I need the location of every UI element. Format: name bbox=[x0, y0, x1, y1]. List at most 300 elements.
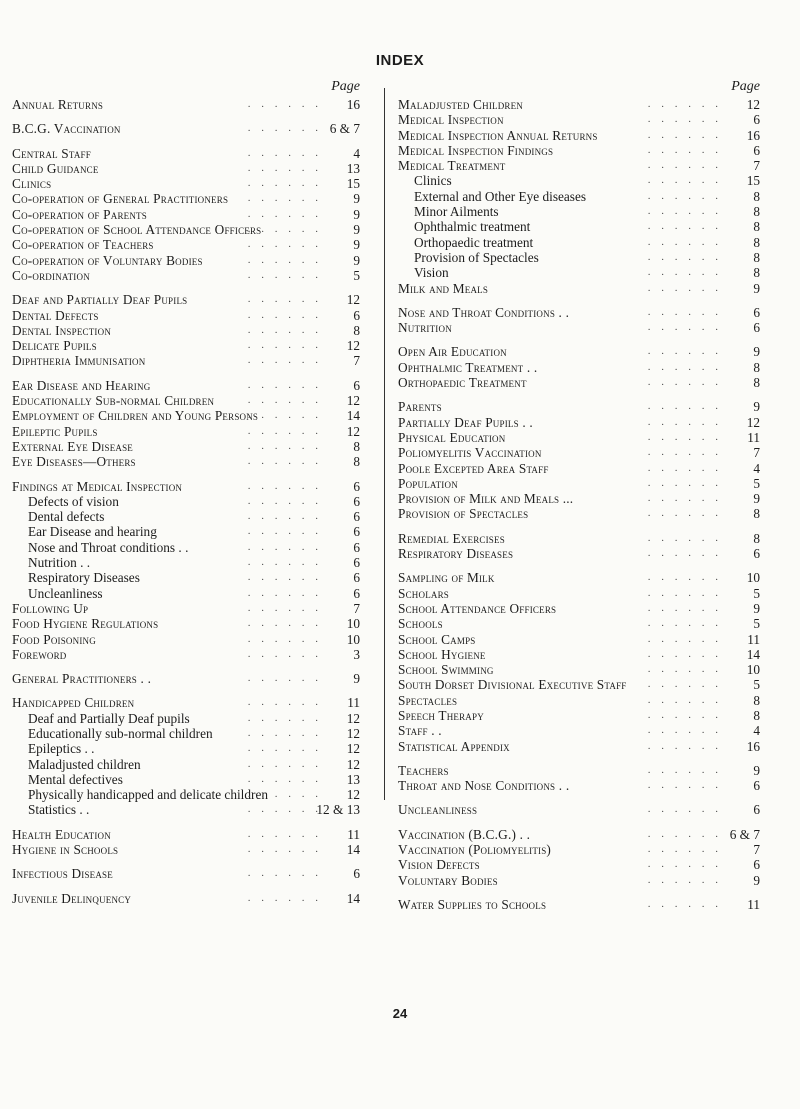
index-entry bbox=[398, 842, 760, 857]
index-entry-page: 7 bbox=[353, 353, 360, 369]
index-entry-page: 14 bbox=[346, 842, 360, 858]
leader-dots: . . . . . . bbox=[247, 308, 322, 321]
index-entry bbox=[398, 344, 760, 359]
index-entry-label: Scholars bbox=[398, 585, 450, 601]
page-number: 24 bbox=[392, 1006, 408, 1021]
index-entry bbox=[12, 695, 360, 710]
index-entry-label: Hygiene in Schools bbox=[12, 842, 119, 858]
leader-dots: . . . . . . bbox=[247, 122, 322, 135]
index-entry-label: Educationally Sub-normal Children bbox=[12, 393, 215, 409]
leader-dots: . . . . . . bbox=[647, 430, 722, 443]
index-entry-page: 6 bbox=[353, 509, 360, 525]
index-entry bbox=[398, 281, 760, 296]
page-column-header: Page bbox=[731, 79, 760, 94]
leader-dots: . . . . . . bbox=[647, 415, 722, 428]
leader-dots: . . . . . . bbox=[247, 177, 322, 190]
index-entry-label: Co-operation of Voluntary Bodies bbox=[12, 252, 203, 268]
leader-dots: . . . . . . bbox=[247, 238, 322, 251]
index-entry-page: 16 bbox=[346, 97, 360, 112]
index-entry bbox=[398, 778, 760, 793]
index-entry-label: Poliomyelitis Vaccination bbox=[398, 445, 542, 461]
leader-dots: . . . . . . bbox=[647, 678, 722, 691]
index-entry-page: 8 bbox=[353, 454, 360, 470]
index-entry-label: Speech Therapy bbox=[398, 707, 484, 723]
leader-dots: . . . . . . bbox=[247, 726, 322, 739]
index-entry-page: 6 bbox=[353, 585, 360, 601]
index-entry bbox=[398, 491, 760, 506]
index-entry bbox=[12, 772, 360, 787]
index-entry-label: Diphtheria Immunisation bbox=[12, 353, 146, 369]
index-entry-label: Epileptic Pupils bbox=[12, 423, 98, 439]
index-entry bbox=[398, 305, 760, 320]
leader-dots: . . . . . . bbox=[247, 803, 322, 816]
leader-dots: . . . . . . bbox=[247, 223, 322, 236]
index-entry bbox=[12, 757, 360, 772]
index-entry-label: Physical Education bbox=[398, 429, 506, 445]
index-entry-label: Uncleanliness bbox=[28, 585, 103, 601]
leader-dots: . . . . . . bbox=[647, 693, 722, 706]
index-entry bbox=[398, 616, 760, 631]
index-entry bbox=[398, 632, 760, 647]
index-entry-label: Vaccination (B.C.G.) . . bbox=[398, 826, 531, 842]
index-entry-label: Epileptics . . bbox=[28, 741, 95, 757]
index-entry bbox=[12, 424, 360, 439]
leader-dots: . . . . . . bbox=[647, 305, 722, 318]
leader-dots: . . . . . . bbox=[647, 461, 722, 474]
index-entry-label: Nose and Throat conditions . . bbox=[28, 539, 189, 555]
leader-dots: . . . . . . bbox=[647, 205, 722, 218]
index-entry-page: 6 bbox=[753, 546, 760, 562]
index-entry bbox=[398, 873, 760, 888]
leader-dots: . . . . . . bbox=[247, 207, 322, 220]
index-entry-page: 12 bbox=[346, 338, 360, 354]
index-entry-page: 7 bbox=[353, 600, 360, 616]
index-entry-page: 9 bbox=[753, 399, 760, 415]
leader-dots: . . . . . . bbox=[247, 617, 322, 630]
index-entry-label: School Camps bbox=[398, 631, 476, 647]
index-entry-label: Medical Inspection Annual Returns bbox=[398, 127, 598, 143]
index-entry bbox=[398, 802, 760, 817]
leader-dots: . . . . . . bbox=[647, 492, 722, 505]
index-entry-page: 13 bbox=[346, 771, 360, 787]
index-entry bbox=[12, 711, 360, 726]
index-entry-label: Provision of Spectacles bbox=[414, 249, 539, 265]
leader-dots: . . . . . . bbox=[247, 632, 322, 645]
index-entry bbox=[12, 540, 360, 555]
leader-dots: . . . . . . bbox=[647, 174, 722, 187]
index-entry-label: School Attendance Officers bbox=[398, 600, 557, 616]
leader-dots: . . . . . . bbox=[647, 647, 722, 660]
column-divider bbox=[384, 88, 385, 800]
index-entry-page: 11 bbox=[747, 896, 760, 912]
index-entry-label: Co-operation of Parents bbox=[12, 206, 147, 222]
index-entry-label: Infectious Disease bbox=[12, 866, 113, 882]
index-entry bbox=[12, 586, 360, 601]
index-entry-label: External and Other Eye diseases bbox=[414, 188, 587, 204]
leader-dots: . . . . . . bbox=[647, 708, 722, 721]
index-entry bbox=[12, 323, 360, 338]
index-entry-label: Orthopaedic treatment bbox=[414, 234, 534, 250]
leader-dots: . . . . . . bbox=[247, 711, 322, 724]
index-entry-label: Delicate Pupils bbox=[12, 338, 97, 354]
index-entry bbox=[398, 897, 760, 912]
index-entry-page: 8 bbox=[753, 506, 760, 522]
index-entry-label: Ophthalmic treatment bbox=[414, 219, 531, 235]
index-entry-page: 9 bbox=[353, 191, 360, 207]
index-entry bbox=[12, 494, 360, 509]
index-entry-label: Foreword bbox=[12, 646, 67, 662]
index-entry-page: 9 bbox=[753, 280, 760, 296]
leader-dots: . . . . . . bbox=[647, 159, 722, 172]
index-entry bbox=[398, 320, 760, 335]
index-entry-label: Food Hygiene Regulations bbox=[12, 616, 159, 632]
index-entry-label: Population bbox=[398, 475, 458, 491]
index-entry-label: Health Education bbox=[12, 826, 111, 842]
index-entry-label: School Hygiene bbox=[398, 646, 486, 662]
index-entry-label: Food Poisoning bbox=[12, 631, 96, 647]
index-entry-label: Nose and Throat Conditions . . bbox=[398, 304, 570, 320]
index-entry-label: Dental defects bbox=[28, 509, 105, 525]
index-entry-label: Staff . . bbox=[398, 723, 442, 739]
leader-dots: . . . . . . bbox=[247, 268, 322, 281]
index-entry-label: Milk and Meals bbox=[398, 280, 489, 296]
index-left-column bbox=[12, 79, 360, 906]
index-entry-page: 10 bbox=[746, 662, 760, 678]
index-entry-page: 7 bbox=[753, 158, 760, 174]
index-entry-label: Ear Disease and hearing bbox=[28, 524, 157, 540]
index-entry-label: Juvenile Delinquency bbox=[12, 890, 132, 906]
index-entry-page: 14 bbox=[346, 890, 360, 906]
leader-dots: . . . . . . bbox=[647, 376, 722, 389]
index-entry bbox=[398, 415, 760, 430]
index-entry-page: 6 bbox=[353, 555, 360, 571]
index-entry bbox=[398, 235, 760, 250]
leader-dots: . . . . . . bbox=[247, 891, 322, 904]
index-entry-page: 6 bbox=[353, 866, 360, 882]
index-entry-page: 12 bbox=[346, 725, 360, 741]
index-entry-label: Schools bbox=[398, 616, 443, 632]
page-title: INDEX bbox=[375, 52, 425, 69]
index-entry bbox=[12, 601, 360, 616]
index-entry-page: 7 bbox=[753, 445, 760, 461]
leader-dots: . . . . . . bbox=[247, 586, 322, 599]
index-entry-page: 4 bbox=[753, 723, 760, 739]
leader-dots: . . . . . . bbox=[247, 772, 322, 785]
index-entry bbox=[398, 531, 760, 546]
index-entry-page: 12 & 13 bbox=[316, 802, 360, 818]
index-entry bbox=[398, 461, 760, 476]
index-entry-label: Following Up bbox=[12, 600, 89, 616]
index-entry-page: 6 bbox=[753, 304, 760, 320]
index-entry-page: 6 bbox=[753, 320, 760, 336]
index-entry-page: 16 bbox=[746, 738, 760, 754]
index-entry bbox=[398, 723, 760, 738]
index-entry-page: 6 bbox=[353, 307, 360, 323]
leader-dots: . . . . . . bbox=[647, 189, 722, 202]
index-entry-page: 9 bbox=[353, 237, 360, 253]
index-entry-label: Nutrition bbox=[398, 320, 452, 336]
index-entry bbox=[398, 189, 760, 204]
index-entry bbox=[12, 222, 360, 237]
leader-dots: . . . . . . bbox=[247, 479, 322, 492]
index-entry bbox=[12, 866, 360, 881]
index-entry bbox=[12, 726, 360, 741]
index-entry-page: 6 bbox=[753, 142, 760, 158]
leader-dots: . . . . . . bbox=[247, 827, 322, 840]
index-entry bbox=[398, 265, 760, 280]
index-entry-page: 8 bbox=[753, 265, 760, 281]
index-entry bbox=[398, 570, 760, 585]
index-entry bbox=[398, 677, 760, 692]
leader-dots: . . . . . . bbox=[247, 672, 322, 685]
index-entry-page: 12 bbox=[346, 423, 360, 439]
index-entry bbox=[12, 891, 360, 906]
leader-dots: . . . . . . bbox=[247, 339, 322, 352]
index-entry-label: Co-operation of General Practitioners bbox=[12, 191, 229, 207]
index-entry-page: 11 bbox=[747, 631, 760, 647]
index-entry-label: Throat and Nose Conditions . . bbox=[398, 778, 570, 794]
leader-dots: . . . . . . bbox=[247, 98, 322, 110]
index-entry-label: Deaf and Partially Deaf pupils bbox=[28, 710, 190, 726]
index-entry-page: 13 bbox=[346, 160, 360, 176]
index-entry bbox=[12, 802, 360, 817]
index-entry-page: 14 bbox=[746, 646, 760, 662]
index-entry-page: 6 bbox=[353, 478, 360, 494]
index-entry bbox=[398, 693, 760, 708]
index-entry-page: 4 bbox=[353, 145, 360, 161]
index-entry-label: Teachers bbox=[398, 762, 449, 778]
index-entry-page: 8 bbox=[753, 188, 760, 204]
index-entry bbox=[12, 741, 360, 756]
index-entry-label: Co-ordination bbox=[12, 267, 90, 283]
index-entry-page: 12 bbox=[346, 787, 360, 803]
index-entry-label: Ophthalmic Treatment . . bbox=[398, 359, 538, 375]
index-entry-page: 6 bbox=[753, 112, 760, 128]
leader-dots: . . . . . . bbox=[647, 400, 722, 413]
leader-dots: . . . . . . bbox=[647, 113, 722, 126]
index-entry-label: Child Guidance bbox=[12, 160, 99, 176]
index-entry bbox=[12, 555, 360, 570]
index-entry bbox=[12, 632, 360, 647]
leader-dots: . . . . . . bbox=[247, 696, 322, 709]
leader-dots: . . . . . . bbox=[647, 763, 722, 776]
index-entry-label: Statistical Appendix bbox=[398, 738, 510, 754]
index-entry-page: 8 bbox=[753, 204, 760, 220]
index-entry bbox=[398, 857, 760, 872]
index-entry-label: Handicapped Children bbox=[12, 695, 135, 711]
leader-dots: . . . . . . bbox=[647, 446, 722, 459]
index-entry bbox=[12, 308, 360, 323]
index-left-list bbox=[12, 97, 360, 906]
index-right-column bbox=[398, 79, 760, 912]
index-entry-page: 9 bbox=[753, 872, 760, 888]
leader-dots: . . . . . . bbox=[647, 266, 722, 279]
leader-dots: . . . . . . bbox=[247, 647, 322, 660]
leader-dots: . . . . . . bbox=[247, 354, 322, 367]
index-entry bbox=[398, 708, 760, 723]
index-entry-page: 8 bbox=[753, 359, 760, 375]
index-entry-label: Provision of Spectacles bbox=[398, 506, 529, 522]
index-entry-page: 6 bbox=[753, 778, 760, 794]
index-entry-page: 8 bbox=[753, 375, 760, 391]
index-entry bbox=[12, 570, 360, 585]
index-entry-label: Findings at Medical Inspection bbox=[12, 478, 183, 494]
leader-dots: . . . . . . bbox=[247, 510, 322, 523]
index-entry-label: Provision of Milk and Meals ... bbox=[398, 491, 574, 507]
leader-dots: . . . . . . bbox=[647, 858, 722, 871]
index-entry-page: 6 bbox=[353, 570, 360, 586]
index-entry-label: Deaf and Partially Deaf Pupils bbox=[12, 292, 188, 308]
index-entry bbox=[12, 479, 360, 494]
index-entry-label: Physically handicapped and delicate children bbox=[28, 787, 268, 803]
index-entry bbox=[12, 237, 360, 252]
index-entry-page: 9 bbox=[353, 252, 360, 268]
index-entry bbox=[398, 476, 760, 491]
index-entry-label: Vaccination (Poliomyelitis) bbox=[398, 842, 552, 858]
index-entry-label: Orthopaedic Treatment bbox=[398, 375, 527, 391]
index-entry-label: Eye Diseases—Others bbox=[12, 454, 136, 470]
index-entry-page: 6 bbox=[353, 493, 360, 509]
index-entry-page: 16 bbox=[746, 127, 760, 143]
index-entry-label: Maladjusted Children bbox=[398, 97, 524, 112]
index-entry-page: 5 bbox=[753, 475, 760, 491]
leader-dots: . . . . . . bbox=[647, 220, 722, 233]
index-entry bbox=[12, 207, 360, 222]
leader-dots: . . . . . . bbox=[647, 897, 722, 910]
index-entry bbox=[398, 375, 760, 390]
index-entry-page: 6 bbox=[353, 524, 360, 540]
index-entry bbox=[12, 338, 360, 353]
index-entry-page: 4 bbox=[753, 460, 760, 476]
leader-dots: . . . . . . bbox=[647, 663, 722, 676]
leader-dots: . . . . . . bbox=[647, 250, 722, 263]
index-entry-label: Dental Inspection bbox=[12, 322, 112, 338]
leader-dots: . . . . . . bbox=[647, 547, 722, 560]
index-right-list bbox=[398, 97, 760, 912]
index-entry-page: 12 bbox=[346, 292, 360, 308]
leader-dots: . . . . . . bbox=[647, 632, 722, 645]
index-entry-page: 8 bbox=[753, 707, 760, 723]
index-entry-page: 6 bbox=[353, 377, 360, 393]
index-entry-label: General Practitioners . . bbox=[12, 671, 152, 687]
index-entry bbox=[12, 268, 360, 283]
leader-dots: . . . . . . bbox=[647, 827, 722, 840]
index-entry bbox=[12, 97, 360, 112]
index-entry-page: 8 bbox=[753, 234, 760, 250]
index-entry-page: 6 & 7 bbox=[329, 121, 360, 137]
index-entry-page: 10 bbox=[746, 570, 760, 586]
index-entry-label: Respiratory Diseases bbox=[28, 570, 140, 586]
index-entry bbox=[12, 842, 360, 857]
index-entry bbox=[398, 601, 760, 616]
index-entry-page: 8 bbox=[353, 322, 360, 338]
index-entry bbox=[398, 97, 760, 112]
leader-dots: . . . . . . bbox=[247, 161, 322, 174]
index-entry bbox=[12, 616, 360, 631]
index-entry bbox=[12, 393, 360, 408]
index-entry bbox=[12, 787, 360, 802]
index-entry bbox=[398, 128, 760, 143]
index-entry bbox=[398, 445, 760, 460]
index-entry-page: 3 bbox=[353, 646, 360, 662]
index-entry bbox=[398, 143, 760, 158]
index-entry-label: Maladjusted children bbox=[28, 756, 141, 772]
index-entry-label: Parents bbox=[398, 399, 442, 415]
index-entry-label: Medical Inspection bbox=[398, 112, 504, 128]
index-entry bbox=[398, 112, 760, 127]
index-entry bbox=[398, 739, 760, 754]
leader-dots: . . . . . . bbox=[647, 873, 722, 886]
leader-dots: . . . . . . bbox=[647, 779, 722, 792]
index-entry-page: 9 bbox=[353, 671, 360, 687]
leader-dots: . . . . . . bbox=[647, 586, 722, 599]
index-entry bbox=[12, 292, 360, 307]
index-entry-page: 6 & 7 bbox=[729, 826, 760, 842]
index-entry-page: 14 bbox=[346, 408, 360, 424]
index-entry bbox=[12, 647, 360, 662]
index-entry-page: 8 bbox=[753, 530, 760, 546]
index-entry-label: Vision bbox=[414, 265, 449, 281]
index-entry-page: 5 bbox=[753, 585, 760, 601]
leader-dots: . . . . . . bbox=[647, 98, 722, 110]
leader-dots: . . . . . . bbox=[647, 507, 722, 520]
index-entry-page: 8 bbox=[753, 219, 760, 235]
index-entry-label: Educationally sub-normal children bbox=[28, 725, 213, 741]
leader-dots: . . . . . . bbox=[247, 601, 322, 614]
index-entry-label: South Dorset Divisional Executive Staff bbox=[398, 677, 627, 693]
leader-dots: . . . . . . bbox=[247, 409, 322, 422]
index-entry-page: 7 bbox=[753, 842, 760, 858]
index-entry-label: Co-operation of School Attendance Officers bbox=[12, 222, 262, 238]
leader-dots: . . . . . . bbox=[647, 724, 722, 737]
index-entry-page: 9 bbox=[353, 222, 360, 238]
index-entry-page: 9 bbox=[753, 762, 760, 778]
leader-dots: . . . . . . bbox=[647, 128, 722, 141]
index-entry bbox=[12, 121, 360, 136]
index-entry-page: 8 bbox=[353, 438, 360, 454]
leader-dots: . . . . . . bbox=[647, 345, 722, 358]
index-entry bbox=[12, 454, 360, 469]
index-entry-page: 6 bbox=[353, 539, 360, 555]
index-entry-page: 9 bbox=[753, 600, 760, 616]
index-entry-page: 8 bbox=[753, 692, 760, 708]
index-entry bbox=[398, 586, 760, 601]
index-entry bbox=[398, 173, 760, 188]
leader-dots: . . . . . . bbox=[247, 146, 322, 159]
index-entry-label: Defects of vision bbox=[28, 493, 119, 509]
index-entry-page: 8 bbox=[753, 249, 760, 265]
index-entry-label: Open Air Education bbox=[398, 344, 507, 360]
index-entry-label: Respiratory Diseases bbox=[398, 546, 514, 562]
index-entry-page: 11 bbox=[347, 826, 360, 842]
leader-dots: . . . . . . bbox=[247, 439, 322, 452]
leader-dots: . . . . . . bbox=[247, 540, 322, 553]
leader-dots: . . . . . . bbox=[247, 843, 322, 856]
index-entry-label: Voluntary Bodies bbox=[398, 872, 498, 888]
index-entry-label: Nutrition . . bbox=[28, 555, 91, 571]
leader-dots: . . . . . . bbox=[247, 525, 322, 538]
index-entry-page: 9 bbox=[753, 344, 760, 360]
index-entry bbox=[12, 439, 360, 454]
page-column-header: Page bbox=[331, 79, 360, 94]
index-entry bbox=[398, 219, 760, 234]
index-entry bbox=[12, 378, 360, 393]
index-entry bbox=[398, 662, 760, 677]
index-entry bbox=[398, 399, 760, 414]
index-entry bbox=[12, 509, 360, 524]
leader-dots: . . . . . . bbox=[247, 455, 322, 468]
index-entry-page: 12 bbox=[346, 756, 360, 772]
